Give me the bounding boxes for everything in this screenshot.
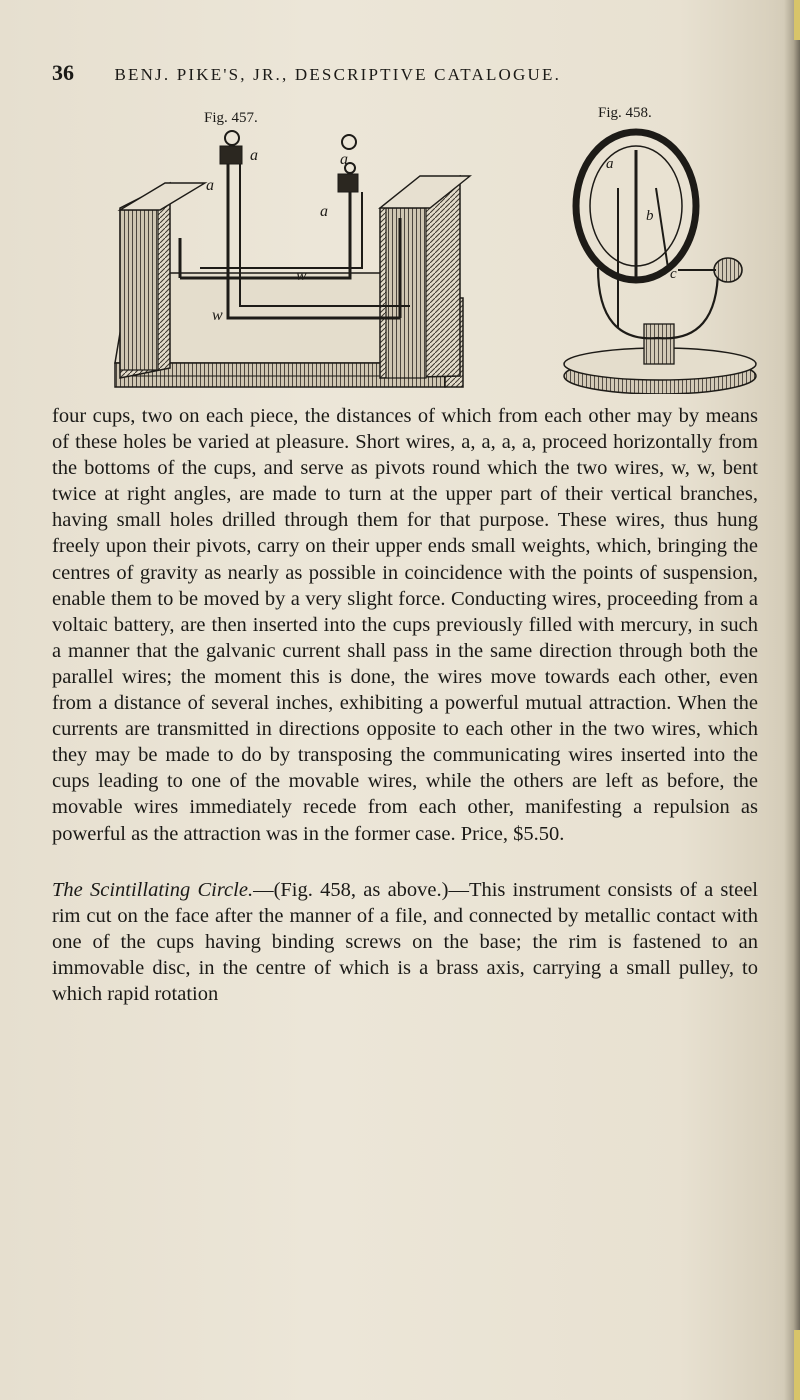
page-edge-shadow [784, 0, 800, 1400]
paragraph-wires-attraction: four cups, two on each piece, the distances of which from each other may by means of these holes be varied at pleasure. Short wires, a, a, a, a, proceed horizontally from the bottoms of the cups, and serve as pivots round which the two wires, w, w, bent twice at right angles, are made to turn at the upper part of their vertical branches, having small holes drilled through them for that purpose. These wires, thus hung freely upon their pivots, carry on their upper ends small weights, which, bringing the centres of gravity as nearly as possible in coincidence with the points of suspension, enable them to be moved by a very slight force. Conducting wires, proceeding from a voltaic battery, are then inserted into the cups previously filled with mercury, in such a manner that the galvanic current shall pass in the same direction through both the parallel wires; the moment this is done, the wires move towards each other, even from a distance of several inches, exhibiting a powerful mutual attraction. When the currents are transmitted in directions opposite to each other in the two wires, which they may be made to do by transposing the communicating wires inserted into the cups leading to one of the movable wires, while the others are left as before, the movable wires immediately recede from each other, manifesting a repulsion as powerful as the attraction was in the former case. Price, $5.50. [52, 405, 758, 845]
body-text [52, 403, 758, 1007]
fig-457-illustration [100, 128, 530, 394]
page-edge-tab [794, 0, 800, 40]
page-header [52, 60, 752, 86]
fig-457-letter-a: a [320, 203, 328, 220]
paragraph-body: —(Fig. 458, as above.)—This instrument consists of a steel rim cut on the face after the manner of a file, and connected by metallic contact with one of the cups having binding screws on the base; the rim is fastened to an immovable disc, in the centre of which is a brass axis, carrying a small pulley, to which rapid rotation [52, 878, 758, 1005]
fig-458-label: Fig. 458. [598, 105, 652, 121]
paragraph-scintillating-circle [52, 877, 758, 1007]
fig-457-letter-w: w [296, 267, 307, 284]
fig-457-label: Fig. 457. [204, 110, 258, 126]
fig-458-letter-c: c [670, 266, 677, 282]
running-title: BENJ. PIKE'S, JR., DESCRIPTIVE CATALOGUE. [114, 65, 562, 84]
fig-457-letter-a: a [206, 177, 214, 194]
fig-457-letter-w: w [212, 307, 223, 324]
page-edge-tab [794, 1330, 800, 1400]
fig-458-letter-a: a [606, 156, 614, 172]
paragraph-title: The Scintillating Circle. [52, 878, 254, 901]
page-number: 36 [52, 60, 74, 85]
fig-458-letter-b: b [646, 208, 654, 224]
fig-457-letter-a: a [340, 151, 348, 168]
fig-457-letter-a: a [250, 147, 258, 164]
fig-458-illustration [558, 128, 768, 394]
